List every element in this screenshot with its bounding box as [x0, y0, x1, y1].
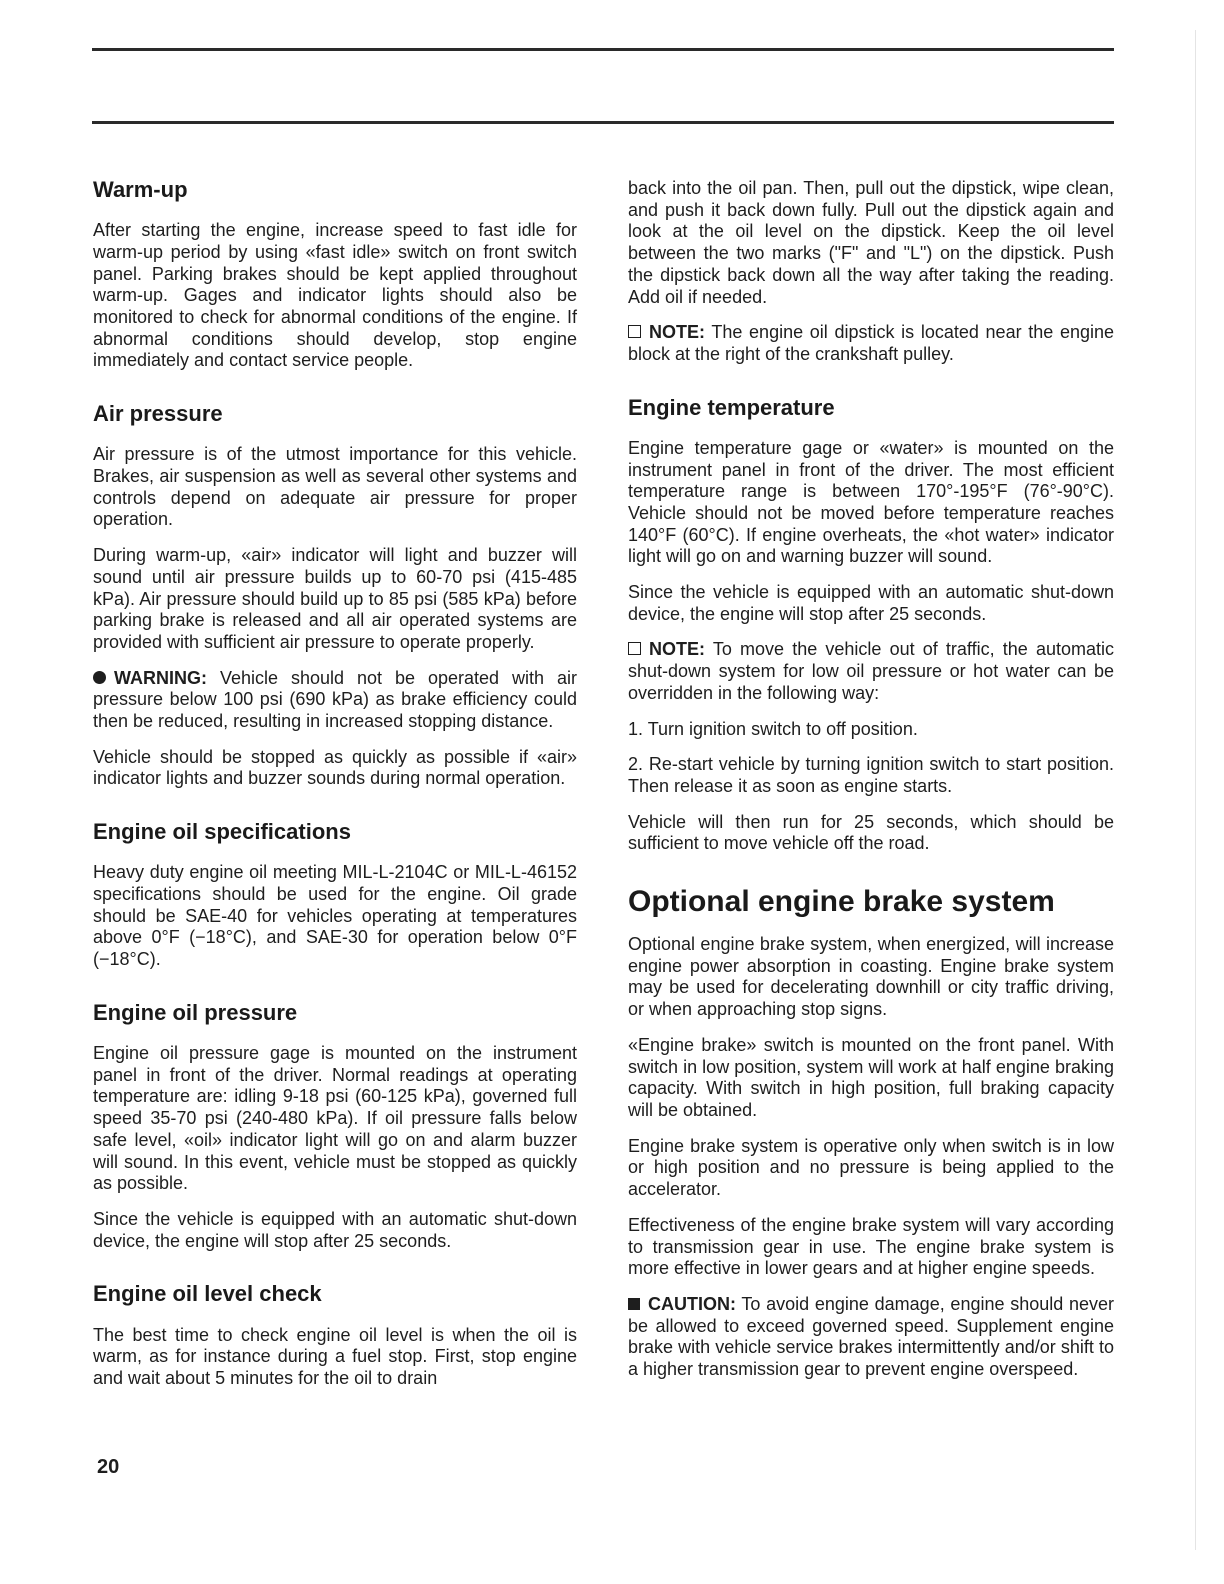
section-title: Warm-up [93, 177, 188, 202]
chapter-title: Optional engine brake system [628, 885, 1055, 919]
paragraph: back into the oil pan. Then, pull out the dipstick, wipe clean, and push it back down fully. Pull out the dipstick again and look at the oil level on the dipstick. Keep the oil level between the two marks ("F" and "L") on the dipstick. Push the dipstick back down all the way after taking the reading. Add oil if needed. [628, 178, 1114, 307]
section-oil-pressure [93, 1001, 577, 1253]
paragraph: Engine temperature gage or «water» is mounted on the instrument panel in front of the driver. The most efficient temperature range is between 170°-195°F (76°-90°C). Vehicle should not be moved before temperature reaches 140°F (60°C). If engine overheats, the «hot water» indicator light will go on and warning buzzer will sound. [628, 437, 1114, 567]
section-title: Engine oil pressure [93, 999, 298, 1025]
paragraph: Effectiveness of the engine brake system will vary according to transmission gear in use. The engine brake system is more effective in lower gears and at higher engine speeds. [628, 1214, 1114, 1279]
section-air-pressure [93, 402, 577, 790]
section-oil-level [93, 1282, 577, 1389]
section-oil-specifications [93, 820, 577, 971]
list-item: 1. Turn ignition switch to off position. [628, 718, 918, 739]
section-title: Air pressure [93, 401, 223, 427]
page-edge [1195, 30, 1196, 1550]
note-box-icon [628, 325, 641, 338]
paragraph: Vehicle will then run for 25 seconds, which should be sufficient to move vehicle off the road. [628, 811, 1114, 854]
section-engine-brake-system [628, 885, 1114, 1381]
caution-text: To avoid engine damage, engine should never be allowed to exceed governed speed. Supplement engine brake with vehicle service brakes intermittently and/or shift to a higher transmission gear to prevent engine overspeed. [628, 1293, 1114, 1380]
paragraph: «Engine brake» switch is mounted on the front panel. With switch in low position, system will work at half engine braking capacity. With switch in high position, full braking capacity will be obtained. [628, 1034, 1114, 1120]
note-label: NOTE: [649, 322, 705, 343]
note-paragraph [628, 639, 1114, 704]
note-paragraph [628, 322, 1114, 365]
section-engine-temperature [628, 396, 1114, 855]
page-number: 20 [97, 1456, 120, 1478]
caution-square-icon [628, 1298, 640, 1310]
caution-label: CAUTION: [648, 1293, 736, 1314]
paragraph: After starting the engine, increase speed to fast idle for warm-up period by using «fast idle» switch on front switch panel. Parking brakes should be kept applied throughout warm-up. Gages and indicator lights should also be monitored to check for abnormal conditions of the engine. If abnormal conditions should develop, stop engine immediately and contact service people. [93, 220, 577, 371]
paragraph: Engine oil pressure gage is mounted on the instrument panel in front of the driver. Normal readings at operating temperature are: idling 9-18 psi (60-125 kPa), governed full speed 35-70 psi (240-480 kPa). If oil pressure falls below safe level, «oil» indicator light will go on and alarm buzzer will sound. In this event, vehicle must be stopped as quickly as possible. [93, 1043, 577, 1194]
right-column [628, 178, 1114, 1411]
note-text: To move the vehicle out of traffic, the automatic shut-down system for low oil pressure or hot water can be overridden in the following way: [628, 639, 1114, 703]
warning-bullet-icon [93, 671, 106, 684]
section-title: Engine temperature [628, 394, 835, 420]
top-rule [92, 48, 1114, 51]
paragraph: Air pressure is of the utmost importance for this vehicle. Brakes, air suspension as well as several other systems and controls depend on adequate air pressure for proper operation. [93, 444, 577, 530]
note-box-icon [628, 642, 641, 655]
paragraph: Since the vehicle is equipped with an automatic shut-down device, the engine will stop after 25 seconds. [93, 1208, 577, 1251]
caution-paragraph [628, 1294, 1114, 1381]
paragraph: Heavy duty engine oil meeting MIL-L-2104C or MIL-L-46152 specifications should be used for the engine. Oil grade should be SAE-40 for vehicles operating at temperatures above 0°F (−18°C), and SAE-30 for operation below 0°F (−18°C). [93, 862, 577, 970]
header-rule [92, 121, 1114, 124]
section-title: Engine oil level check [93, 1281, 322, 1307]
section-oil-level-continued [628, 178, 1114, 366]
paragraph: Optional engine brake system, when energized, will increase engine power absorption in coasting. Engine brake system may be used for decelerating downhill or city traffic driving, or when approaching stop signs. [628, 934, 1114, 1020]
paragraph: During warm-up, «air» indicator will light and buzzer will sound until air pressure builds up to 60-70 psi (415-485 kPa). Air pressure should build up to 85 psi (585 kPa) before parking brake is released and all air operated systems are provided with sufficient air pressure to operate properly. [93, 545, 577, 652]
list-item: 2. Re-start vehicle by turning ignition switch to start position. Then release it as soon as engine starts. [628, 754, 1114, 796]
paragraph: Since the vehicle is equipped with an automatic shut-down device, the engine will stop after 25 seconds. [628, 582, 1114, 624]
warning-paragraph [93, 668, 577, 733]
paragraph: Engine brake system is operative only when switch is in low or high position and no pressure is being applied to the accelerator. [628, 1135, 1114, 1200]
paragraph: The best time to check engine oil level is when the oil is warm, as for instance during a fuel stop. First, stop engine and wait about 5 minutes for the oil to drain [93, 1324, 577, 1388]
left-column [93, 178, 577, 1420]
section-title: Engine oil specifications [93, 819, 351, 845]
warning-label: WARNING: [114, 667, 207, 688]
note-label: NOTE: [649, 639, 705, 660]
paragraph: Vehicle should be stopped as quickly as possible if «air» indicator lights and buzzer sounds during normal operation. [93, 746, 577, 789]
section-warmup [93, 178, 577, 372]
note-text: The engine oil dipstick is located near the engine block at the right of the crankshaft pulley. [628, 322, 1114, 364]
warning-text: Vehicle should not be operated with air pressure below 100 psi (690 kPa) as brake efficiency could then be reduced, resulting in increased stopping distance. [93, 667, 577, 732]
